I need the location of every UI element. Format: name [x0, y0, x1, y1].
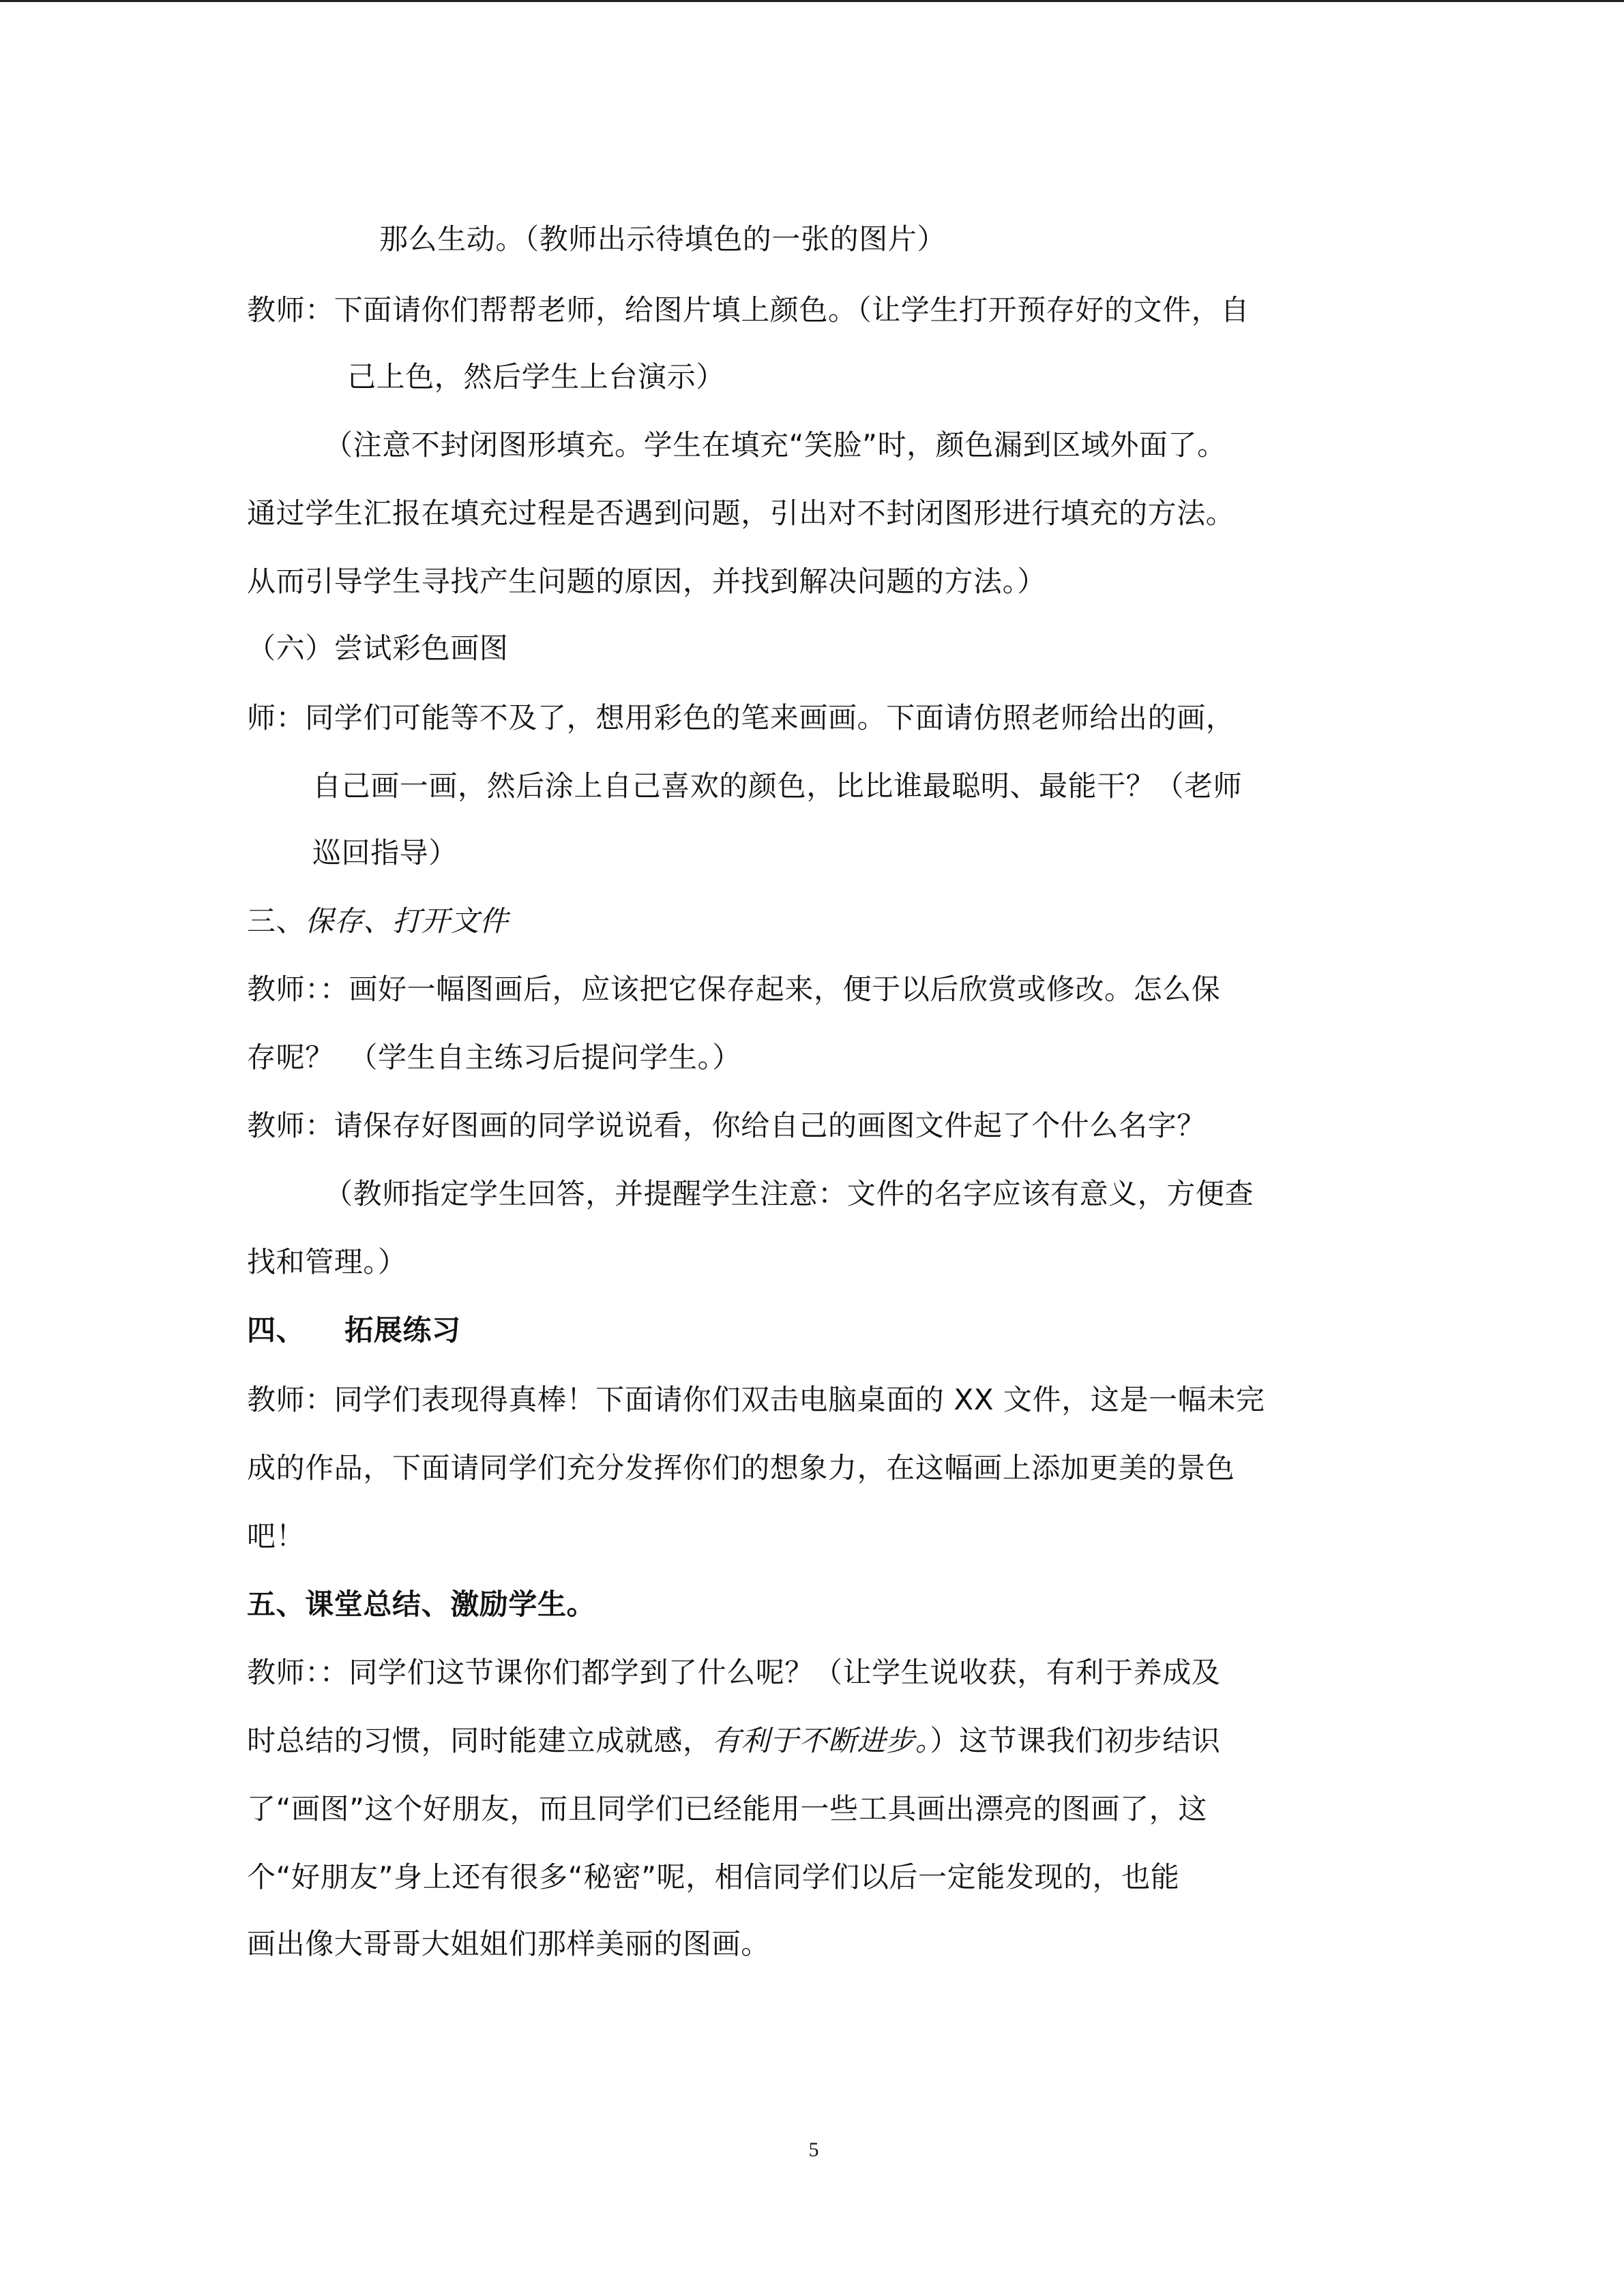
section-heading [247, 1310, 461, 1351]
text-line: （注意不封闭图形填充。学生在填充“笑脸”时，颜色漏到区域外面了。 [324, 428, 1226, 462]
text-run: 时总结的习惯，同时能建立成就感， [247, 1724, 712, 1757]
text-line: 那么生动。（教师出示待填色的一张的图片） [379, 222, 947, 256]
section-heading-title: 保存、打开文件 [305, 904, 509, 938]
section-heading-number: 四、 [247, 1313, 306, 1347]
text-run-italic: 有利于不断进步。 [711, 1724, 930, 1757]
text-line: 教师：同学们表现得真棒！下面请你们双击电脑桌面的 XX 文件，这是一幅未完 [247, 1383, 1265, 1416]
text-line: 教师：下面请你们帮帮老师，给图片填上颜色。（让学生打开预存好的文件，自 [247, 293, 1250, 327]
section-heading-title: 拓展练习 [344, 1313, 461, 1347]
text-line: （教师指定学生回答，并提醒学生注意：文件的名字应该有意义，方便查 [324, 1177, 1254, 1210]
section-heading [247, 901, 508, 942]
text-line: 师：同学们可能等不及了，想用彩色的笔来画画。下面请仿照老师给出的画， [247, 701, 1235, 734]
text-line: 吧！ [247, 1519, 306, 1553]
text-line: 个“好朋友”身上还有很多“秘密”呢，相信同学们以后一定能发现的，也能 [247, 1860, 1180, 1894]
section-heading: 五、课堂总结、激励学生。 [247, 1587, 596, 1621]
text-line: 己上色，然后学生上台演示） [347, 360, 725, 393]
text-line: 教师：：同学们这节课你们都学到了什么呢？（让学生说收获，有利于养成及 [247, 1656, 1221, 1689]
text-line: 画出像大哥哥大姐姐们那样美丽的图画。 [247, 1927, 770, 1960]
text-line: 通过学生汇报在填充过程是否遇到问题，引出对不封闭图形进行填充的方法。 [247, 496, 1235, 530]
page-number: 5 [808, 2138, 819, 2161]
text-run: ）这节课我们初步结识 [930, 1724, 1221, 1757]
text-line: 教师：：画好一幅图画后，应该把它保存起来，便于以后欣赏或修改。怎么保 [247, 972, 1221, 1006]
text-line: 存呢？ （学生自主练习后提问学生。） [247, 1041, 741, 1074]
text-line: 从而引导学生寻找产生问题的原因，并找到解决问题的方法。） [247, 565, 1046, 598]
text-line: 自己画一画，然后涂上自己喜欢的颜色，比比谁最聪明、最能干？（老师 [312, 769, 1243, 803]
text-line: 找和管理。） [247, 1245, 407, 1279]
text-line: 巡回指导） [312, 836, 458, 869]
text-line: 成的作品，下面请同学们充分发挥你们的想象力，在这幅画上添加更美的景色 [247, 1451, 1235, 1485]
text-line: 教师：请保存好图画的同学说说看，你给自己的画图文件起了个什么名字？ [247, 1109, 1206, 1142]
section-heading: （六）尝试彩色画图 [247, 631, 509, 665]
section-heading-number: 三、 [247, 904, 306, 938]
text-line: 了“画图”这个好朋友，而且同学们已经能用一些工具画出漂亮的图画了，这 [247, 1792, 1207, 1825]
text-line [247, 1720, 1220, 1761]
